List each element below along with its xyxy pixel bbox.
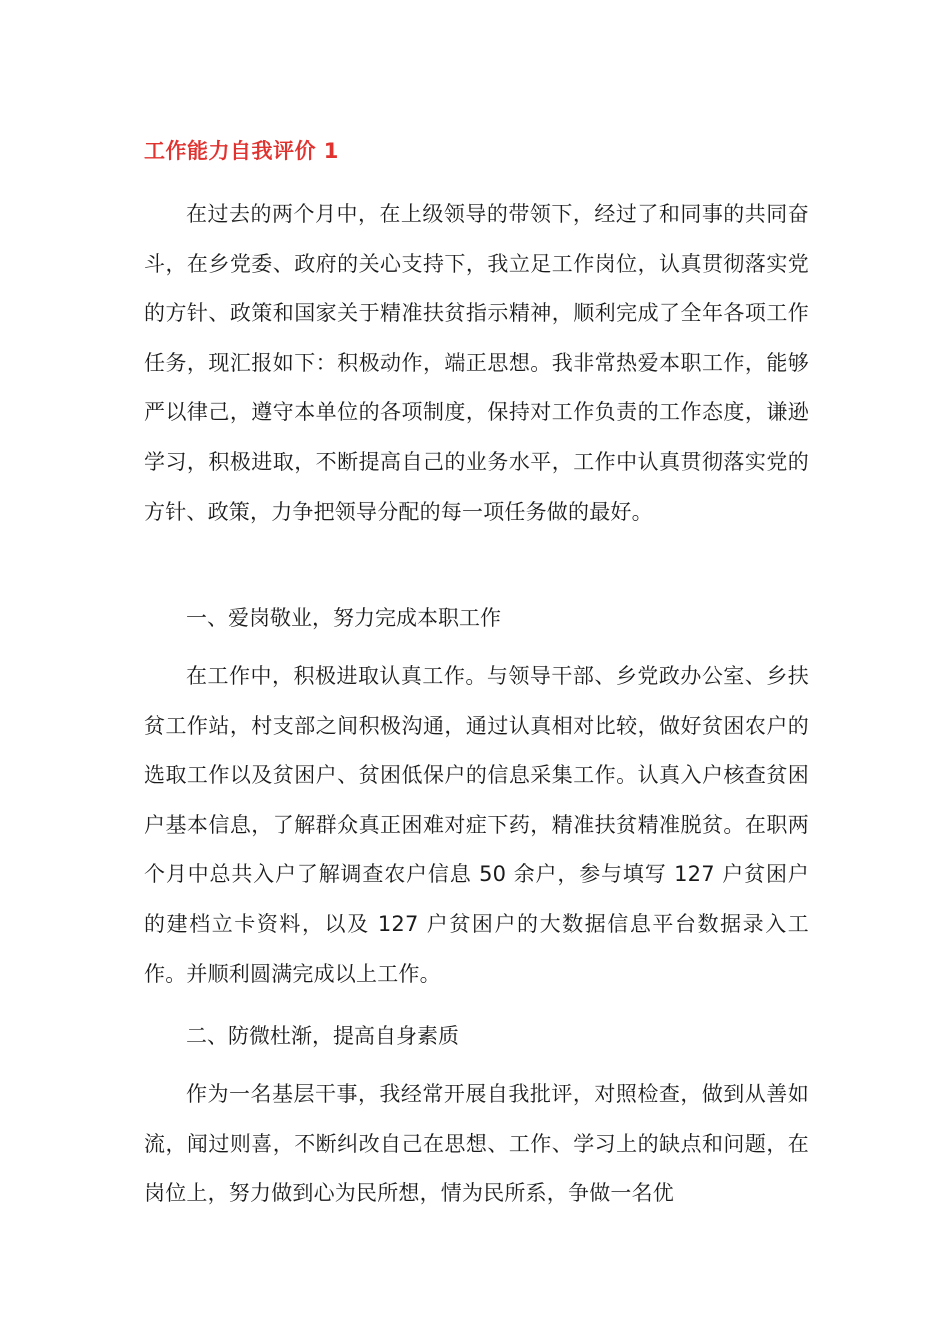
section-heading-2: 二、防微杜渐，提高自身素质 xyxy=(186,1024,459,1048)
intro-paragraph: 在过去的两个月中，在上级领导的带领下，经过了和同事的共同奋斗，在乡党委、政府的关心支持下，我立足工作岗位，认真贯彻落实党的方针、政策和国家关于精准扶贫指示精神，顺利完成了全年各项工作任务，现汇报如下：积极动作，端正思想。我非常热爱本职工作，能够严以律己，遵守本单位的各项制度，保持对工作负责的工作态度，谦逊学习，积极进取，不断提高自己的业务水平，工作中认真贯彻落实党的方针、政策，力争把领导分配的每一项任务做的最好。 xyxy=(144,202,809,524)
section-2-paragraph: 作为一名基层干事，我经常开展自我批评，对照检查，做到从善如流，闻过则喜，不断纠改自己在思想、工作、学习上的缺点和问题，在岗位上，努力做到心为民所想，情为民所系，争做一名优 xyxy=(144,1082,809,1206)
section-heading-1: 一、爱岗敬业，努力完成本职工作 xyxy=(186,606,501,630)
section-1-paragraph: 在工作中，积极进取认真工作。与领导干部、乡党政办公室、乡扶贫工作站，村支部之间积极沟通，通过认真相对比较，做好贫困农户的选取工作以及贫困户、贫困低保户的信息采集工作。认真入户核查贫困户基本信息，了解群众真正困难对症下药，精准扶贫精准脱贫。在职两个月中总共入户了解调查农户信息 50 余户，参与填写 127 户贫困户的建档立卡资料，以及 127 户贫困户的大数据信息平台数据录入工作。并顺利圆满完成以上工作。 xyxy=(144,664,809,986)
document-title: 工作能力自我评价 1 xyxy=(144,139,339,163)
